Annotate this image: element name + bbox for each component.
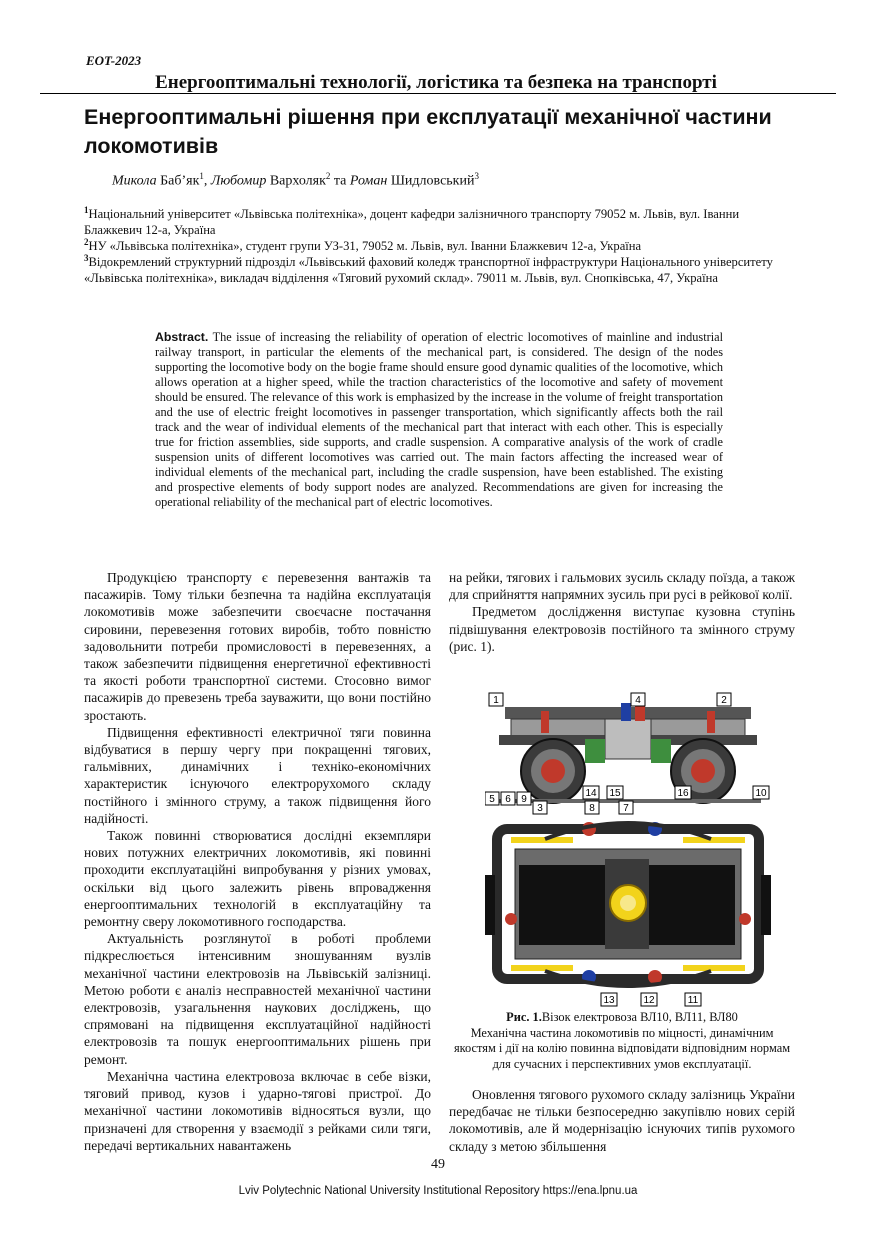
- body-paragraph: Актуальність розглянутої в роботі проблеми підкреслюється інтенсивним зношуванням вузлів механічної частини електровозів на Львівській залізниці. Метою роботи є аналіз несправностей механічної частини електровозів, узагальнення наукових досліджень, що спрямовані на підвищення експлуатаційної надійності електровозів та пошук енергооптимальних рішень при ремонт.: [84, 931, 431, 1067]
- figure-caption: [452, 1010, 792, 1072]
- author-sup: 2: [325, 171, 331, 181]
- affiliation-sup: 1: [84, 205, 89, 215]
- affiliation-sup: 3: [84, 253, 89, 263]
- right-column-bottom: [449, 1086, 795, 1155]
- repository-footer: Lviv Polytechnic National University Institutional Repository https://ena.lpnu.ua: [238, 1185, 638, 1197]
- abstract-label: Abstract.: [155, 330, 209, 344]
- author-separator: ,: [203, 173, 211, 189]
- caption-title: Візок електровоза ВЛ10, ВЛ11, ВЛ80: [541, 1010, 738, 1024]
- abstract-text: The issue of increasing the reliability of operation of electric locomotives of mainline and industrial railway transport, in particular the elements of the mechanical part, is considered. The design of the nodes supporting the locomotive body on the bogie frame should ensure good dynamic qualities of the locomotive, which allows operation at a higher speed, while the traction characteristics of the locomotive and safety of movement should be ensured. The relevance of this work is emphasized by the increase in the volume of freight transportation and the use of electric freight locomotives in passenger transportation, which significantly affects both the rail track and the wear of individual elements of the mechanical part that interact with each other. This is especially true for friction assemblies, side supports, and cradle suspension. A comparative analysis of the work of cradle suspension units of different locomotives was carried out. The main factors affecting the increased wear of individual elements of the mechanical part, including the cradle suspension, have been established. The existing and prospective elements of body support nodes are analyzed. Recommendations are given for increasing the operational reliability of the mechanical part of electric locomotives.: [155, 330, 723, 509]
- figure-label: 16: [677, 788, 689, 799]
- bogie-figure: [485, 689, 771, 1007]
- author-first-name: Любомир: [210, 173, 267, 189]
- author-last-name: Шидловський: [390, 173, 475, 189]
- running-header: Енергооптимальні технології, логістика та безпека на транспорті: [155, 72, 717, 93]
- figure-label: 2: [721, 695, 727, 706]
- figure-label: 12: [643, 995, 655, 1006]
- paper-title: Енергооптимальні рішення при експлуатації механічної частини локомотивів: [84, 105, 772, 158]
- affiliation-text: Відокремлений структурний підрозділ «Львівський фаховий коледж транспортної інфраструктури Національного університету «Львівська політехніка», викладач відділення «Тяговий рухомий склад». 79011 м. Львів, вул. Снопківська, 47, Україна: [84, 255, 773, 286]
- affiliation-text: НУ «Львівська політехніка», студент групи УЗ-31, 79052 м. Львів, вул. Іванни Блажкевич 12-а, Україна: [88, 239, 642, 254]
- affiliation-text: Національний університет «Львівська політехніка», доцент кафедри залізничного транспорту 79052 м. Львів, вул. Іванни Блажкевич 12-а, Україна: [84, 207, 740, 238]
- body-paragraph: Продукцією транспорту є перевезення вантажів та пасажирів. Тому тільки безпечна та надійна експлуатація локомотивів може забезпечити своєчасне постачання сировини, перевезення готових виробів, тобто повністю задовольнити потреби промисловості в перевезеннях, а також забезпечити підвищення енергетичної ефективності та якості роботи транспортної системи. Стосовно вимог пасажирів до превезень треба зауважити, що вони постійно зростають.: [84, 570, 431, 723]
- caption-text: Механічна частина локомотивів по міцності, динамічним якостям і дії на колію повинна відповідати відповідним нормам для сучасних і перспективних умов експлуатації.: [453, 1025, 791, 1071]
- figure-label: 6: [505, 794, 511, 805]
- affiliation-1: [84, 202, 790, 238]
- author-first-name: Роман: [349, 173, 388, 189]
- figure-label: 7: [623, 803, 629, 814]
- author-sup: 3: [474, 171, 479, 181]
- author-first-name: Микола: [112, 173, 157, 189]
- conference-label: EOT-2023: [86, 53, 142, 68]
- body-paragraph: Підвищення ефективності електричної тяги повинна відбуватися в першу чергу при покращенні тягових, гальмівних, динамічних і техніко-економічних характеристик існуючого електрорухомого складу постійного і змінного струму, а також підвищення його надійності.: [84, 724, 431, 826]
- figure-label: 4: [635, 695, 641, 706]
- right-column-top: [449, 569, 795, 655]
- abstract: [155, 330, 723, 510]
- author-last-name: Баб’як: [160, 173, 200, 189]
- figure-label: 1: [493, 695, 499, 706]
- body-paragraph: Предметом дослідження виступає кузовна ступінь підвішування електровозів постійного та змінного струму (рис. 1).: [449, 604, 795, 654]
- figure-label: 15: [609, 788, 621, 799]
- figure-label: 8: [589, 803, 595, 814]
- body-paragraph: на рейки, тягових і гальмових зусиль складу поїзда, а також для сприйняття напрямних зусиль при русі в рейкової колії.: [449, 570, 795, 603]
- figure-label: 3: [537, 803, 543, 814]
- affiliation-3: [84, 250, 790, 286]
- figure-label: 11: [687, 995, 699, 1006]
- figure-label: 10: [755, 788, 767, 799]
- page-number: 49: [431, 1157, 445, 1172]
- author-sup: 1: [199, 171, 204, 181]
- caption-label: Рис. 1.: [506, 1010, 542, 1024]
- author-separator: та: [330, 173, 350, 189]
- author-list: [112, 171, 479, 190]
- left-column: [84, 569, 431, 1154]
- body-paragraph: Оновлення тягового рухомого складу залізниць України передбачає не тільки безпосередню закупівлю нових серій локомотивів, але й модернізацію існуючих типів рухомого складу з метою збільшення: [449, 1087, 795, 1154]
- body-paragraph: Механічна частина електровоза включає в себе візки, тяговий привод, кузов і ударно-тягові пристрої. До механічної частини локомотивів відносяться вузли, що призначені для створення у взаємодії з рейками сили тяги, передачі вертикальних навантажень: [84, 1068, 431, 1153]
- figure-label: 14: [585, 788, 597, 799]
- figure-label: 9: [521, 794, 527, 805]
- figure-label: 13: [603, 995, 615, 1006]
- figure-label: 5: [489, 794, 495, 805]
- header-rule: [40, 93, 836, 94]
- body-paragraph: Також повинні створюватися дослідні екземпляри нових потужних електричних локомотивів, які повинні проходити експлуатаційні випробування у різних умовах, оскільки від цього залежить рівень впровадження енергооптимальних технологій в експлуатаційну та ремонтну сверу локомотивного господарства.: [84, 828, 431, 930]
- affiliation-sup: 2: [84, 237, 89, 247]
- author-last-name: Вархоляк: [269, 173, 326, 189]
